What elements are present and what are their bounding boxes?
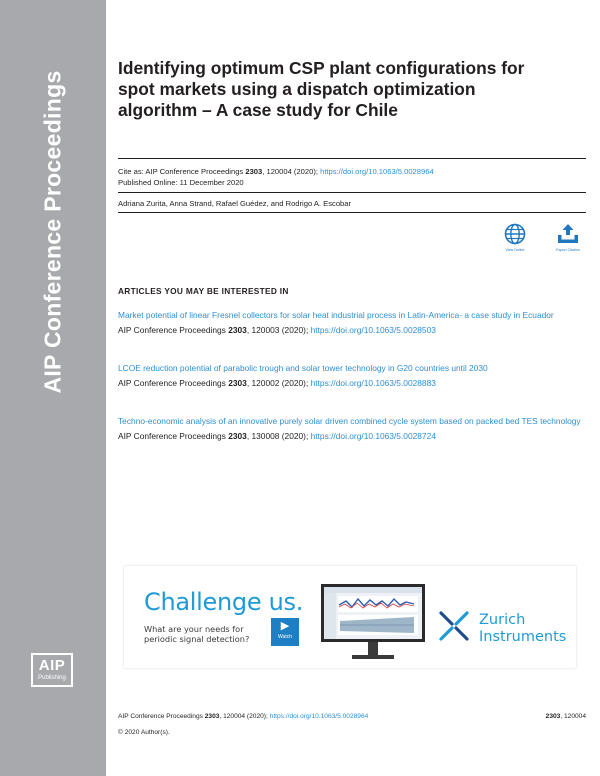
related-article-title-link[interactable]: LCOE reduction potential of parabolic trough and solar tower technology in G20 countries until 2030 xyxy=(118,363,488,373)
article-title: Identifying optimum CSP plant configurations for spot markets using a dispatch optimization algorithm – A case study for Chile xyxy=(118,58,525,120)
author-list: Adriana Zurita, Anna Strand, Rafael Guédez, and Rodrigo A. Escobar xyxy=(118,199,352,208)
monitor-screen-illustration xyxy=(321,584,425,642)
ad-subtext xyxy=(144,624,249,644)
volume: 2303 xyxy=(228,378,247,388)
export-citation-icon xyxy=(556,223,580,245)
watch-button[interactable] xyxy=(271,618,299,646)
related-article-cite xyxy=(118,325,586,336)
advertisement-banner[interactable] xyxy=(124,566,576,668)
footer-volume: 2303 xyxy=(204,713,220,720)
cite-rest: , 120004 (2020); xyxy=(262,167,321,176)
brand-line: Instruments xyxy=(479,629,567,645)
globe-icon xyxy=(504,223,526,245)
brand-line: Zurich xyxy=(479,612,526,628)
journal-sidebar xyxy=(0,0,106,776)
footer-citation xyxy=(118,713,368,720)
footer-cite-rest: , 120004 (2020); xyxy=(219,713,270,720)
export-citation-label: Export Citation xyxy=(556,248,580,252)
ad-subtext-line: periodic signal detection? xyxy=(144,634,250,644)
related-article-title-link[interactable]: Market potential of linear Fresnel collectors for solar heat industrial process in Latin-America- a case study in Ecuador xyxy=(118,310,554,320)
doi-link[interactable]: https://doi.org/10.1063/5.0028503 xyxy=(310,325,436,335)
export-citation-button[interactable] xyxy=(550,223,586,252)
volume: 2303 xyxy=(228,325,247,335)
cite-rest: , 120003 (2020); xyxy=(246,325,311,335)
related-articles-heading: ARTICLES YOU MAY BE INTERESTED IN xyxy=(118,286,289,296)
footer-right-volume: 2303 xyxy=(545,713,561,720)
zurich-instruments-brand xyxy=(479,612,566,646)
view-online-label: View Online xyxy=(505,248,525,252)
published-date: Published Online: 11 December 2020 xyxy=(118,178,244,187)
view-online-button[interactable] xyxy=(497,223,533,252)
play-icon: ▶ xyxy=(280,620,290,632)
footer-page-ref xyxy=(546,713,586,720)
monitor-stand-base xyxy=(352,655,394,659)
related-article xyxy=(118,416,586,442)
cite-line xyxy=(118,167,434,177)
footer-right-rest: , 120004 xyxy=(560,713,586,720)
related-article xyxy=(118,363,586,389)
divider xyxy=(118,192,586,193)
journal-name: AIP Conference Proceedings xyxy=(118,378,229,388)
ad-headline: Challenge us. xyxy=(144,588,304,616)
cite-rest: , 130008 (2020); xyxy=(246,431,311,441)
journal-name: AIP Conference Proceedings xyxy=(118,431,229,441)
related-article xyxy=(118,310,586,336)
related-article-title-link[interactable]: Techno-economic analysis of an innovative purely solar driven combined cycle system based on packed bed TES technology xyxy=(118,416,581,426)
related-article-cite xyxy=(118,431,586,442)
watch-label: Watch xyxy=(278,634,292,640)
footer-doi-link[interactable]: https://doi.org/10.1063/5.0028964 xyxy=(269,713,369,720)
volume: 2303 xyxy=(228,431,247,441)
footer-journal: AIP Conference Proceedings xyxy=(118,713,205,720)
monitor-stand xyxy=(368,642,378,656)
cite-volume: 2303 xyxy=(245,167,263,176)
cite-doi-link[interactable]: https://doi.org/10.1063/5.0028964 xyxy=(320,167,434,176)
doi-link[interactable]: https://doi.org/10.1063/5.0028724 xyxy=(310,431,436,441)
ad-subtext-line: What are your needs for xyxy=(144,624,244,634)
doi-link[interactable]: https://doi.org/10.1063/5.0028883 xyxy=(310,378,436,388)
signal-plot-icon xyxy=(324,587,422,639)
divider xyxy=(118,158,586,159)
related-article-cite xyxy=(118,378,586,389)
copyright-notice: © 2020 Author(s). xyxy=(118,729,170,736)
cite-rest: , 120002 (2020); xyxy=(246,378,311,388)
aip-publishing-logo[interactable] xyxy=(31,653,73,687)
logo-small-text: Publishing xyxy=(38,675,66,681)
logo-big-text: AIP xyxy=(38,657,66,674)
zurich-instruments-logo-icon xyxy=(439,611,469,641)
journal-name: AIP Conference Proceedings xyxy=(39,70,66,394)
divider xyxy=(118,212,586,213)
journal-name: AIP Conference Proceedings xyxy=(118,325,229,335)
cite-prefix: Cite as: AIP Conference Proceedings xyxy=(118,167,246,176)
